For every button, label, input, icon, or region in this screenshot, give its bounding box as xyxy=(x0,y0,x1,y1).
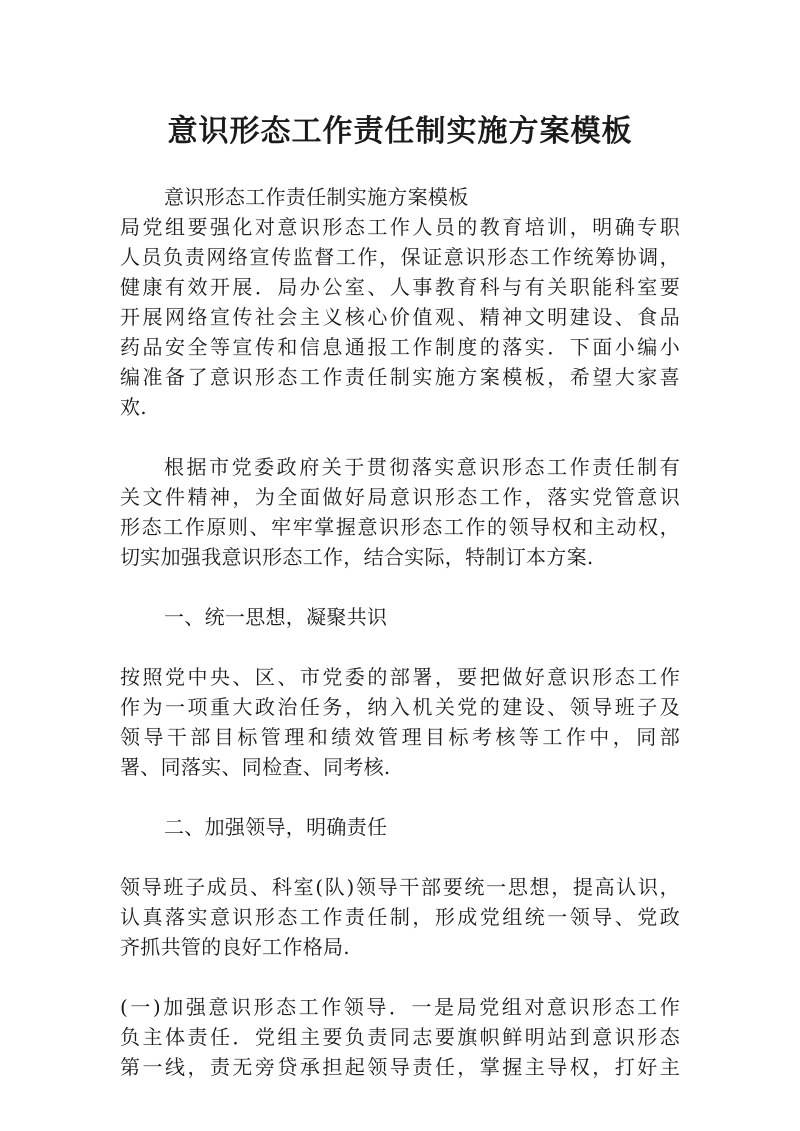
paragraph xyxy=(120,992,680,1082)
paragraph-line: 意识形态工作责任制实施方案模板 xyxy=(164,185,469,209)
paragraph-gap xyxy=(120,782,680,812)
paragraph-line: 健康有效开展．局办公室、人事教育科与有关职能科室要 xyxy=(120,275,680,299)
paragraph-line: 负主体责任．党组主要负责同志要旗帜鲜明站到意识形态 xyxy=(120,1025,680,1049)
paragraph-line: 开展网络宣传社会主义核心价值观、精神文明建设、食品 xyxy=(120,305,680,329)
paragraph-line: 认真落实意识形态工作责任制，形成党组统一领导、党政 xyxy=(120,905,680,929)
paragraph-line: 二、加强领导，明确责任 xyxy=(164,815,388,839)
paragraph-line: 人员负责网络宣传监督工作，保证意识形态工作统筹协调， xyxy=(120,245,680,269)
paragraph-line: 切实加强我意识形态工作，结合实际，特制订本方案. xyxy=(120,545,594,569)
paragraph-gap xyxy=(120,842,680,872)
document-title: 意识形态工作责任制实施方案模板 xyxy=(167,114,633,149)
paragraph-gap xyxy=(120,962,680,992)
paragraph xyxy=(120,872,680,962)
paragraph-line: 齐抓共管的良好工作格局. xyxy=(120,935,350,959)
paragraph-line: (一)加强意识形态工作领导．一是局党组对意识形态工作 xyxy=(120,995,680,1019)
paragraph-line: 编准备了意识形态工作责任制实施方案模板，希望大家喜 xyxy=(120,365,680,389)
paragraph-line: 署、同落实、同检查、同考核. xyxy=(120,755,391,779)
paragraph-gap xyxy=(120,572,680,602)
paragraph-line: 第一线，责无旁贷承担起领导责任，掌握主导权，打好主 xyxy=(120,1055,680,1079)
paragraph xyxy=(120,212,680,422)
paragraph-line: 药品安全等宣传和信息通报工作制度的落实．下面小编小 xyxy=(120,335,680,359)
paragraph-line: 按照党中央、区、市党委的部署，要把做好意识形态工作 xyxy=(120,665,680,689)
paragraph xyxy=(120,602,680,632)
paragraph-line: 一、统一思想，凝聚共识 xyxy=(164,605,388,629)
paragraph-line: 作为一项重大政治任务，纳入机关党的建设、领导班子及 xyxy=(120,695,680,719)
paragraph-line: 根据市党委政府关于贯彻落实意识形态工作责任制有 xyxy=(164,455,680,479)
paragraph xyxy=(120,452,680,572)
paragraph-line: 领导干部目标管理和绩效管理目标考核等工作中，同部 xyxy=(120,725,680,749)
paragraph-gap xyxy=(120,422,680,452)
paragraph-gap xyxy=(120,632,680,662)
paragraph-line: 局党组要强化对意识形态工作人员的教育培训，明确专职 xyxy=(120,215,680,239)
paragraph-line: 领导班子成员、科室(队)领导干部要统一思想，提高认识， xyxy=(120,875,680,899)
paragraph-line: 关文件精神，为全面做好局意识形态工作，落实党管意识 xyxy=(120,485,680,509)
document-body xyxy=(120,182,680,1082)
paragraph xyxy=(120,662,680,782)
paragraph xyxy=(120,812,680,842)
paragraph xyxy=(120,182,680,212)
paragraph-line: 形态工作原则、牢牢掌握意识形态工作的领导权和主动权， xyxy=(120,515,680,539)
paragraph-line: 欢. xyxy=(120,395,147,419)
